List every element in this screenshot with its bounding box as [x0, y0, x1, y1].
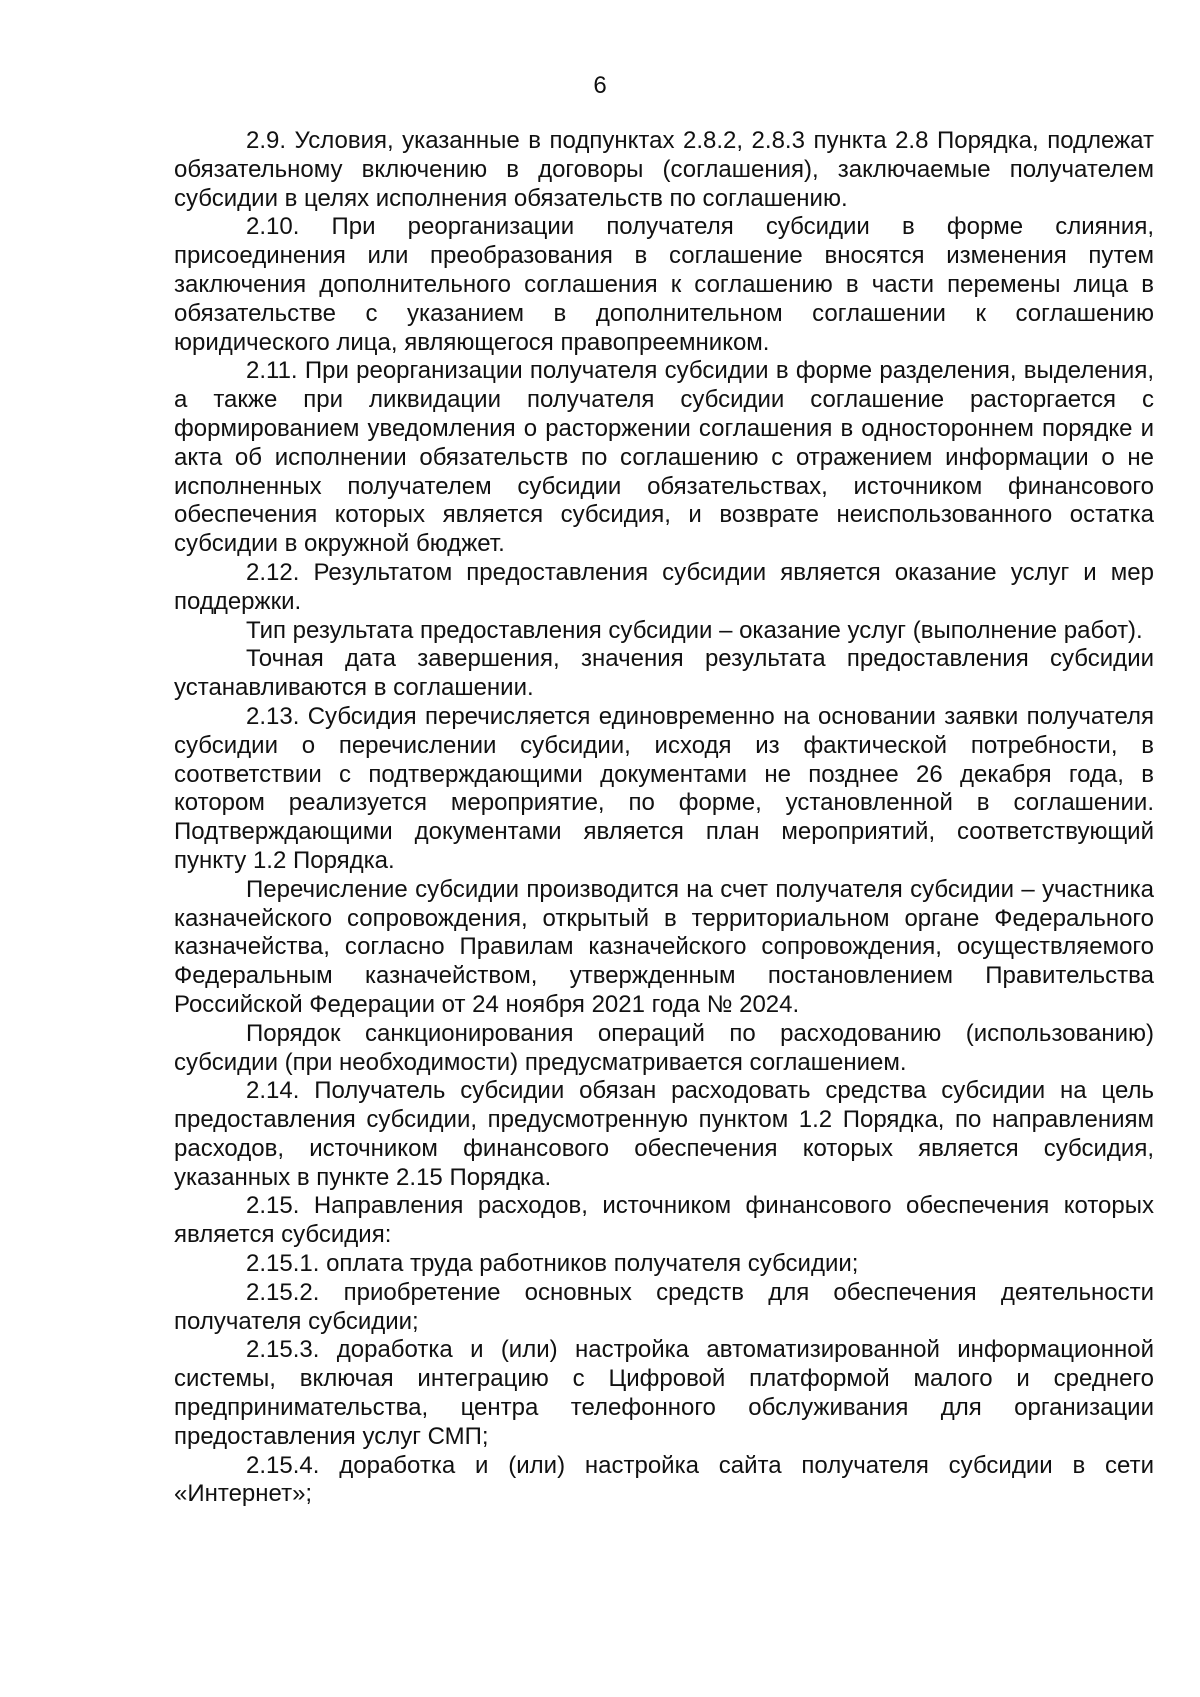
paragraph-2-15-1: 2.15.1. оплата труда работников получателя субсидии;	[246, 1250, 859, 1278]
paragraph-2-12: 2.12. Результатом предоставления субсидии является оказание услуг и мер поддержки.	[174, 558, 1154, 615]
paragraph-2-15-2: 2.15.2. приобретение основных средств для обеспечения деятельности получателя субсидии;	[174, 1278, 1154, 1335]
paragraph-2-10: 2.10. При реорганизации получателя субсидии в форме слияния, присоединения или преобразования в соглашение вносятся изменения путем заключения дополнительного соглашения к соглашению в части перемены лица в обязательстве с указанием в дополнительном соглашении к соглашению юридического лица, являющегося правопреемником.	[174, 213, 1154, 356]
paragraph-2-9: 2.9. Условия, указанные в подпунктах 2.8.2, 2.8.3 пункта 2.8 Порядка, подлежат обязательному включению в договоры (соглашения), заключаемые получателем субсидии в целях исполнения обязательств по соглашению.	[174, 127, 1154, 212]
document-body	[174, 127, 1154, 1509]
paragraph-completion-date: Точная дата завершения, значения результата предоставления субсидии устанавливаются в соглашении.	[174, 645, 1154, 702]
paragraph-result-type: Тип результата предоставления субсидии – оказание услуг (выполнение работ).	[246, 616, 1143, 644]
paragraph-2-15-3: 2.15.3. доработка и (или) настройка автоматизированной информационной системы, включая интеграцию с Цифровой платформой малого и среднего предпринимательства, центра телефонного обслуживания для организации предоставления услуг СМП;	[174, 1336, 1154, 1450]
paragraph-2-13: 2.13. Субсидия перечисляется единовременно на основании заявки получателя субсидии о перечислении субсидии, исходя из фактической потребности, в соответствии с подтверждающими документами не позднее 26 декабря года, в котором реализуется мероприятие, по форме, установленной в соглашении. Подтверждающими документами является план мероприятий, соответствующий пункту 1.2 Порядка.	[174, 702, 1154, 874]
paragraph-transfer: Перечисление субсидии производится на счет получателя субсидии – участника казначейского сопровождения, открытый в территориальном органе Федерального казначейства, согласно Правилам казначейского сопровождения, осуществляемого Федеральным казначейством, утвержденным постановлением Правительства Российской Федерации от 24 ноября 2021 года № 2024.	[174, 875, 1154, 1018]
paragraph-2-15: 2.15. Направления расходов, источником финансового обеспечения которых является субсидия:	[174, 1192, 1154, 1249]
paragraph-2-14: 2.14. Получатель субсидии обязан расходовать средства субсидии на цель предоставления субсидии, предусмотренную пунктом 1.2 Порядка, по направлениям расходов, источником финансового обеспечения которых является субсидия, указанных в пункте 2.15 Порядка.	[174, 1077, 1154, 1191]
page-number: 6	[593, 72, 607, 99]
paragraph-authorization: Порядок санкционирования операций по расходованию (использованию) субсидии (при необходимости) предусматривается соглашением.	[174, 1019, 1154, 1076]
paragraph-2-15-4: 2.15.4. доработка и (или) настройка сайта получателя субсидии в сети «Интернет»;	[174, 1451, 1154, 1508]
paragraph-2-11: 2.11. При реорганизации получателя субсидии в форме разделения, выделения, а также при ликвидации получателя субсидии соглашение расторгается с формированием уведомления о расторжении соглашения в одностороннем порядке и акта об исполнении обязательств по соглашению с отражением информации о не исполненных получателем субсидии обязательствах, источником финансового обеспечения которых является субсидия, и возврате неиспользованного остатка субсидии в окружной бюджет.	[174, 357, 1154, 558]
